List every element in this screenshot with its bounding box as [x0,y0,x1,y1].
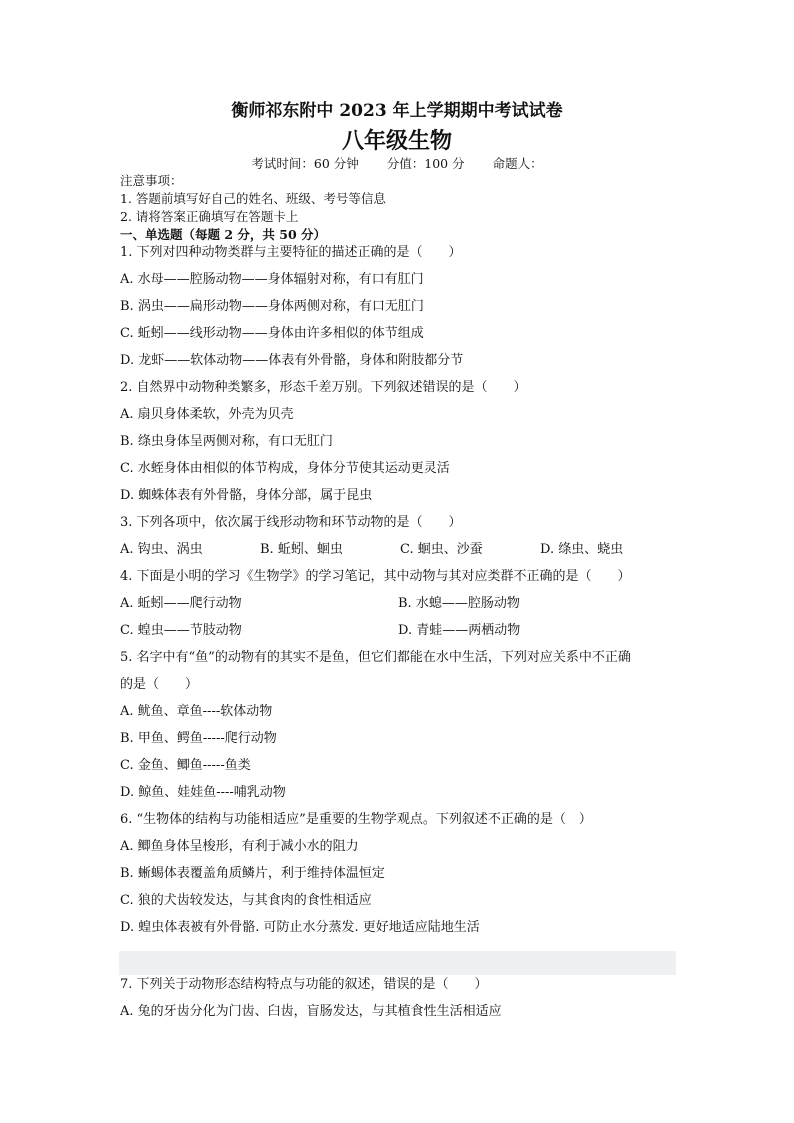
option: A. 鱿鱼、章鱼----软体动物 [120,704,273,719]
exam-title: 衡师祁东附中 2023 年上学期期中考试试卷 [231,101,563,121]
exam-subject: 八年级生物 [341,128,452,154]
exam-time: 考试时间：60 分钟 [251,156,359,171]
option: A. 鲫鱼身体呈梭形，有利于减小水的阻力 [120,839,359,854]
option: C. 金鱼、鲫鱼-----鱼类 [120,758,251,773]
questions-block-2 [120,974,680,1028]
notes-block [120,172,680,244]
option: B. 蚯蚓、蛔虫 [260,542,343,557]
options-row [120,620,680,647]
option: C. 蛔虫、沙蚕 [400,542,483,557]
option: C. 蚯蚓——线形动物——身体由许多相似的体节组成 [120,326,424,341]
question-stem: 7. 下列关于动物形态结构特点与功能的叙述，错误的是（ ） [120,977,488,992]
section-heading: 一、单选题（每题 2 分，共 50 分） [120,227,327,242]
option: D. 鲸鱼、娃娃鱼----哺乳动物 [120,785,286,800]
question-stem: 1. 下列对四种动物类群与主要特征的描述正确的是（ ） [120,245,462,260]
question-stem: 4. 下面是小明的学习《生物学》的学习笔记，其中动物与其对应类群不正确的是（ ） [120,569,631,584]
question-stem: 6. “生物体的结构与功能相适应”是重要的生物学观点。下列叙述不正确的是（ ） [120,812,592,827]
exam-score: 分值：100 分 [386,156,465,171]
option: C. 蝗虫——节肢动物 [120,623,242,638]
option: D. 龙虾——软体动物——体表有外骨骼，身体和附肢都分节 [120,353,464,368]
question-stem: 2. 自然界中动物种类繁多，形态千差万别。下列叙述错误的是（ ） [120,380,527,395]
options-row [120,593,680,620]
option: A. 水母——腔肠动物——身体辐射对称，有口有肛门 [120,272,424,287]
option: D. 蜘蛛体表有外骨骼，身体分部，属于昆虫 [120,488,373,503]
exam-author: 命题人： [492,156,543,171]
question-stem: 3. 下列各项中，依次属于线形动物和环节动物的是（ ） [120,515,462,530]
option: D. 蝗虫体表被有外骨骼. 可防止水分蒸发. 更好地适应陆地生活 [120,920,480,935]
option: D. 青蛙——两栖动物 [398,623,521,638]
option: C. 狼的犬齿较发达，与其食肉的食性相适应 [120,893,372,908]
questions-block [120,242,680,944]
option: A. 蚯蚓——爬行动物 [120,596,242,611]
option: B. 涡虫——扁形动物——身体两侧对称，有口无肛门 [120,299,424,314]
notes-heading: 注意事项： [120,173,183,188]
question-stem: 5. 名字中有“鱼”的动物有的其实不是鱼，但它们都能在水中生活，下列对应关系中不正确 [120,650,631,665]
option: A. 钩虫、涡虫 [120,542,203,557]
option: D. 绦虫、蛲虫 [540,542,624,557]
option: B. 甲鱼、鳄鱼-----爬行动物 [120,731,277,746]
option: A. 扇贝身体柔软，外壳为贝壳 [120,407,294,422]
option: B. 绦虫身体呈两侧对称，有口无肛门 [120,434,333,449]
options-row [120,539,680,566]
note-item: 1. 答题前填写好自己的姓名、班级、考号等信息 [120,191,386,206]
option: C. 水蛭身体由相似的体节构成，身体分节使其运动更灵活 [120,461,450,476]
option: B. 蜥蜴体表覆盖角质鳞片，利于维持体温恒定 [120,866,385,881]
exam-info [0,154,794,172]
option: A. 兔的牙齿分化为门齿、臼齿，盲肠发达，与其植食性生活相适应 [120,1004,502,1019]
gray-band [119,951,676,975]
note-item: 2. 请将答案正确填写在答题卡上 [120,209,299,224]
question-stem-continued: 的是（ ） [120,677,199,692]
option: B. 水螅——腔肠动物 [398,596,520,611]
